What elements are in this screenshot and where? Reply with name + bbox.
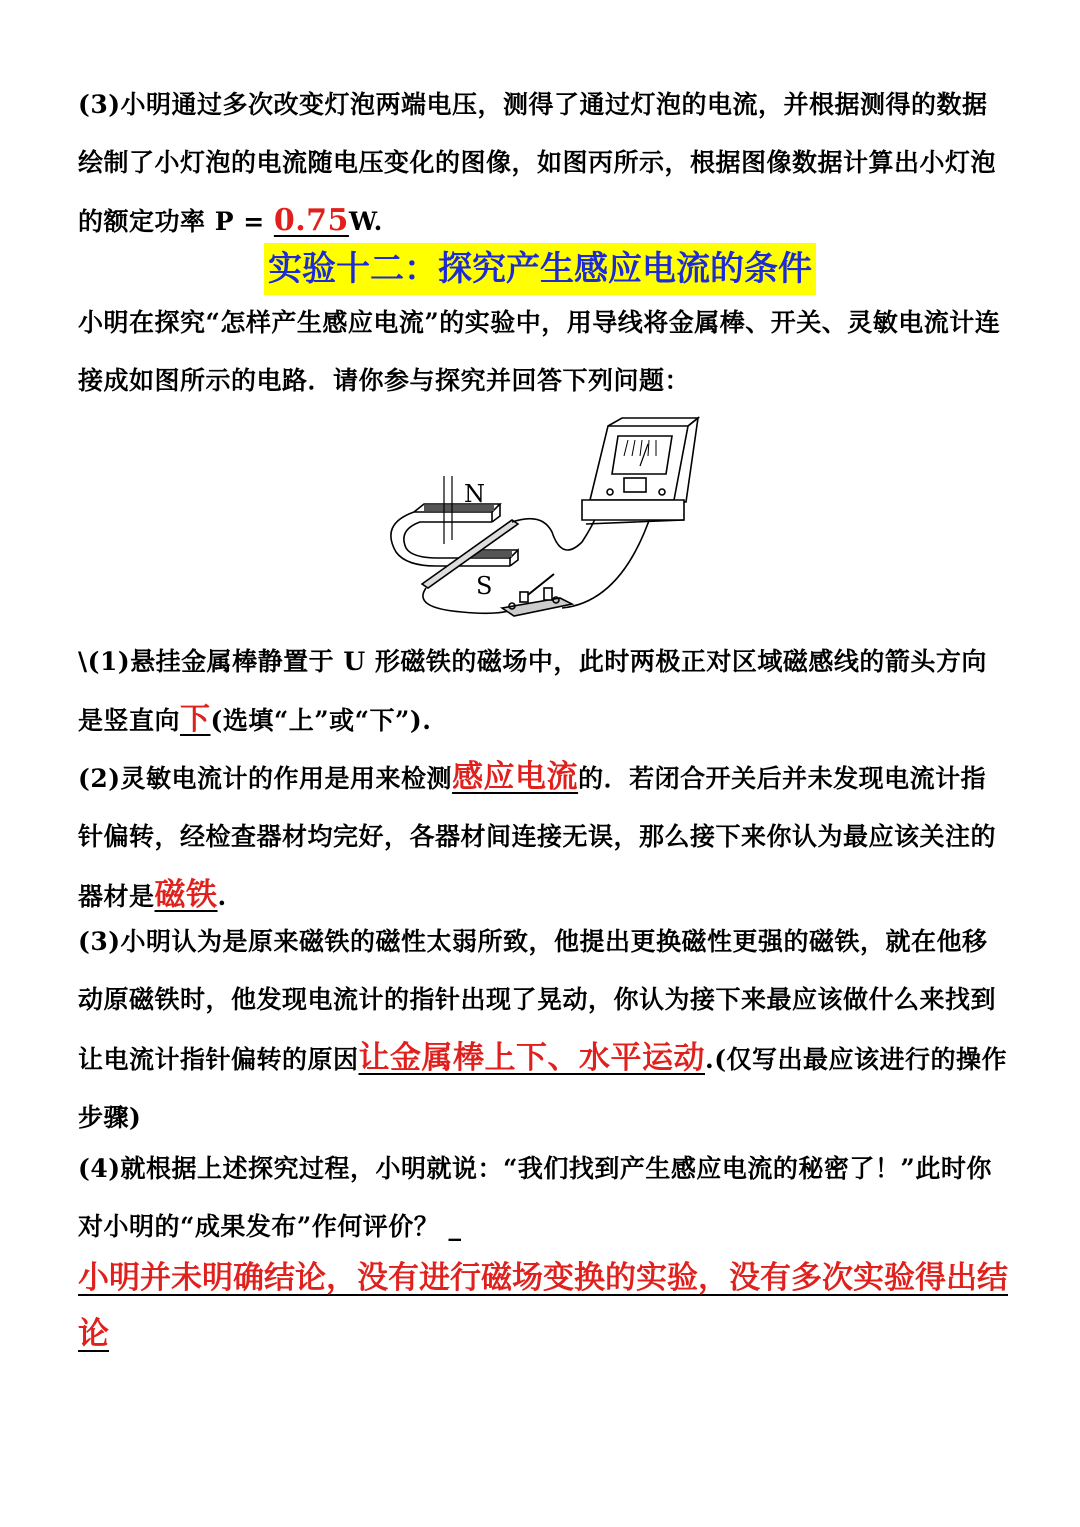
power-unit: W. [348, 207, 383, 236]
answer-magnet: 磁铁 [154, 877, 218, 913]
question-2-text: (2)灵敏电流计的作用是用来检测 [78, 764, 453, 793]
question-3-text: (3)小明通过多次改变灯泡两端电压，测得了通过灯泡的电流，并根据测得的数据绘制了小灯泡的电流随电压变化的图像，如图丙所示，根据图像数据计算出小灯泡的额定功率 P = [78, 90, 997, 236]
section-heading-wrap [0, 243, 1080, 295]
answer-power: 0.75 [273, 203, 349, 238]
question-1-hint: (选填“上”或“下”). [210, 706, 432, 735]
question-2-text-middle: 的．若闭合开关后并未发现电流计指针偏转，经检查器材均完好，各器材间连接无误，那么接下来你认为最应该关注的器材是 [78, 764, 997, 911]
experiment-intro: 小明在探究“怎样产生感应电流”的实验中，用导线将金属棒、开关、灵敏电流计连接成如图所示的电路．请你参与探究并回答下列问题： [78, 308, 1001, 395]
section-heading: 实验十二：探究产生感应电流的条件 [264, 243, 816, 295]
question-3 [78, 913, 1008, 1147]
circuit-figure [372, 412, 702, 624]
question-3-power [78, 76, 1008, 251]
answer-induced-current: 感应电流 [452, 759, 579, 795]
switch-shape [502, 598, 572, 616]
south-pole-label: S [476, 572, 493, 600]
question-2 [78, 748, 1008, 926]
question-1 [78, 633, 1008, 750]
question-1-text: \(1)悬挂金属棒静置于 U 形磁铁的磁场中，此时两极正对区域磁感线的箭头方向是竖直向 [78, 647, 987, 735]
question-4: (4)就根据上述探究过程，小明就说：“我们找到产生感应电流的秘密了！”此时你对小明的“成果发布”作何评价？ _ [78, 1154, 992, 1241]
question-3-note: .(仅写出最应该进行的操作步骤) [78, 1045, 1008, 1132]
question-2-end: . [217, 882, 227, 911]
answer-direction: 下 [180, 702, 211, 737]
north-pole-label: N [464, 480, 485, 508]
question-3-body: (3)小明认为是原来磁铁的磁性太弱所致，他提出更换磁性更强的磁铁，就在他移动原磁铁时，他发现电流计的指针出现了晃动，你认为接下来最应该做什么来找到让电流计指针偏转的原因 [78, 927, 997, 1074]
answer-operation: 让金属棒上下、水平运动 [358, 1040, 706, 1076]
answer-evaluation: 小明并未明确结论，没有进行磁场变换的实验，没有多次实验得出结论 [78, 1260, 1008, 1352]
